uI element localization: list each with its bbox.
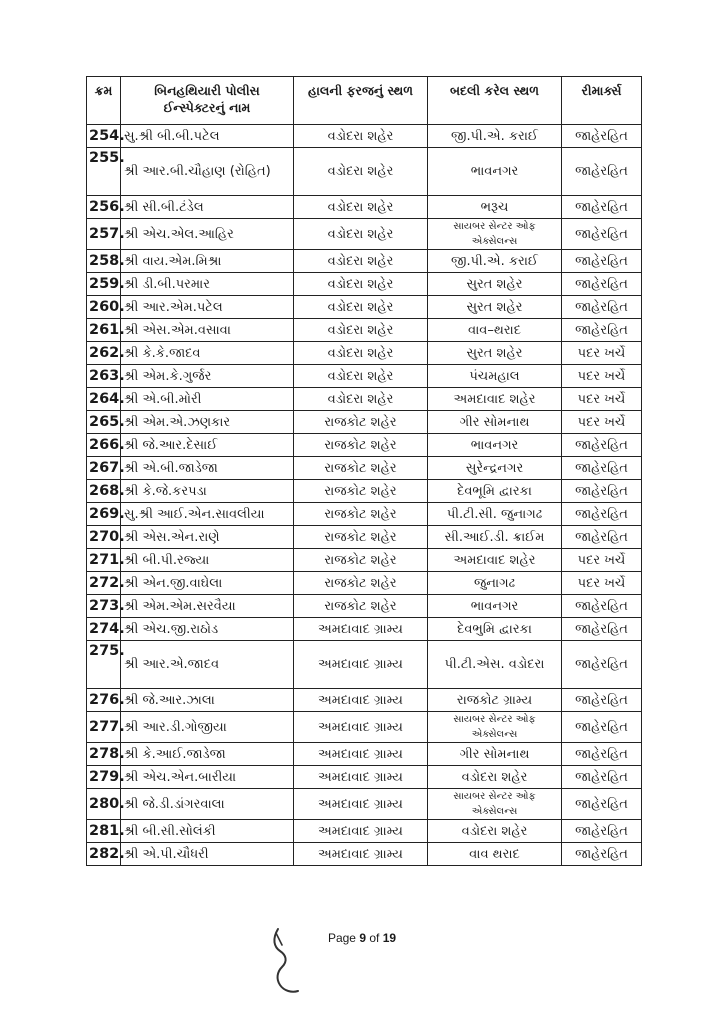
transfer-place-cell: રાજકોટ ગ્રામ્ય (428, 689, 562, 712)
table-row (87, 365, 642, 388)
table-row (87, 526, 642, 549)
remarks-cell: જાહેરહિત (562, 641, 642, 689)
current-posting-cell: રાજકોટ શહેર (294, 549, 428, 572)
transfer-place-cell: સુરત શહેર (428, 342, 562, 365)
current-posting-cell: વડોદરા શહેર (294, 388, 428, 411)
remarks-cell: પદર ખર્ચે (562, 365, 642, 388)
table-row (87, 250, 642, 273)
page-number: 9 (359, 931, 366, 945)
remarks-cell: જાહેરહિત (562, 595, 642, 618)
table-body (87, 125, 642, 866)
current-posting-cell: અમદાવાદ ગ્રામ્ય (294, 641, 428, 689)
current-posting-cell: રાજકોટ શહેર (294, 595, 428, 618)
current-posting-cell: અમદાવાદ ગ્રામ્ય (294, 712, 428, 743)
transfer-place-cell: ભરૂચ (428, 196, 562, 219)
current-posting-cell: વડોદરા શહેર (294, 342, 428, 365)
remarks-cell: જાહેરહિત (562, 526, 642, 549)
remarks-cell: પદર ખર્ચે (562, 411, 642, 434)
serial-number-cell: 266. (87, 434, 121, 457)
table-row (87, 572, 642, 595)
officer-name-cell: શ્રી એસ.એમ.વસાવા (121, 319, 294, 342)
remarks-cell: પદર ખર્ચે (562, 342, 642, 365)
officer-name-cell: શ્રી જે.આર.દેસાઈ (121, 434, 294, 457)
transfer-place-cell: સાયબર સેન્ટર ઓફ એક્સેલન્સ (428, 712, 562, 743)
serial-number-cell: 275. (87, 641, 121, 689)
table-row (87, 125, 642, 148)
serial-number-cell: 264. (87, 388, 121, 411)
current-posting-cell: વડોદરા શહેર (294, 319, 428, 342)
serial-number-cell: 263. (87, 365, 121, 388)
table-row (87, 319, 642, 342)
transfer-place-cell: સુરત શહેર (428, 273, 562, 296)
remarks-cell: જાહેરહિત (562, 503, 642, 526)
current-posting-cell: વડોદરા શહેર (294, 196, 428, 219)
serial-number-cell: 262. (87, 342, 121, 365)
current-posting-cell: વડોદરા શહેર (294, 125, 428, 148)
transfer-place-cell: ભાવનગર (428, 434, 562, 457)
officer-name-cell: સુ.શ્રી આઈ.એન.સાવલીયા (121, 503, 294, 526)
officer-name-cell: શ્રી સી.બી.ટંડેલ (121, 196, 294, 219)
table-row (87, 743, 642, 766)
serial-number-cell: 259. (87, 273, 121, 296)
page-label: Page (327, 931, 356, 945)
serial-number-cell: 280. (87, 789, 121, 820)
table-header-row (87, 77, 642, 125)
serial-number-cell: 269. (87, 503, 121, 526)
transfer-place-cell: વાવ–થરાદ (428, 319, 562, 342)
of-label: of (369, 931, 380, 945)
officer-name-cell: શ્રી એ.પી.ચૌધરી (121, 843, 294, 866)
current-posting-cell: અમદાવાદ ગ્રામ્ય (294, 766, 428, 789)
table-row (87, 342, 642, 365)
remarks-cell: જાહેરહિત (562, 296, 642, 319)
officer-name-cell: શ્રી એમ.એ.ઝણકાર (121, 411, 294, 434)
current-posting-cell: અમદાવાદ ગ્રામ્ય (294, 743, 428, 766)
transfer-place-cell: જી.પી.એ. કરાઈ (428, 125, 562, 148)
transfer-place-cell: સાયબર સેન્ટર ઓફ એક્સેલન્સ (428, 219, 562, 250)
transfer-place-cell: વાવ થરાદ (428, 843, 562, 866)
officer-name-cell: શ્રી એચ.જી.રાઠોડ (121, 618, 294, 641)
officer-name-cell: શ્રી કે.કે.જાદવ (121, 342, 294, 365)
current-posting-cell: વડોદરા શહેર (294, 365, 428, 388)
serial-number-cell: 256. (87, 196, 121, 219)
serial-number-cell: 279. (87, 766, 121, 789)
remarks-cell: જાહેરહિત (562, 766, 642, 789)
serial-number-cell: 254. (87, 125, 121, 148)
table-row (87, 766, 642, 789)
remarks-cell: જાહેરહિત (562, 618, 642, 641)
officer-name-cell: શ્રી ડી.બી.પરમાર (121, 273, 294, 296)
serial-number-cell: 278. (87, 743, 121, 766)
table-row (87, 843, 642, 866)
table-row (87, 411, 642, 434)
serial-number-cell: 271. (87, 549, 121, 572)
transfer-place-cell: સી.આઈ.ડી. ક્રાઈમ (428, 526, 562, 549)
serial-number-cell: 257. (87, 219, 121, 250)
current-posting-cell: વડોદરા શહેર (294, 250, 428, 273)
transfer-place-cell: વડોદરા શહેર (428, 820, 562, 843)
transfer-place-cell: ભાવનગર (428, 595, 562, 618)
current-posting-cell: રાજકોટ શહેર (294, 572, 428, 595)
table-row (87, 457, 642, 480)
officer-name-cell: શ્રી આર.ડી.ગોજીયા (121, 712, 294, 743)
table-row (87, 712, 642, 743)
officer-name-cell: શ્રી કે.જે.કરપડા (121, 480, 294, 503)
transfer-place-cell: સાયબર સેન્ટર ઓફ એક્સેલન્સ (428, 789, 562, 820)
officer-name-cell: શ્રી જે.આર.ઝાલા (121, 689, 294, 712)
serial-number-cell: 276. (87, 689, 121, 712)
current-posting-cell: રાજકોટ શહેર (294, 411, 428, 434)
serial-number-cell: 272. (87, 572, 121, 595)
table-row (87, 296, 642, 319)
serial-number-cell: 260. (87, 296, 121, 319)
serial-number-cell: 258. (87, 250, 121, 273)
table-row (87, 789, 642, 820)
header-current-posting: હાલની ફરજનું સ્થળ (294, 77, 428, 125)
transfer-place-cell: અમદાવાદ શહેર (428, 388, 562, 411)
total-pages: 19 (382, 931, 397, 945)
serial-number-cell: 270. (87, 526, 121, 549)
officer-name-cell: શ્રી એસ.એન.રાણે (121, 526, 294, 549)
officer-name-cell: શ્રી એ.બી.મોરી (121, 388, 294, 411)
header-name: બિનહથિયારી પોલીસ ઈન્સ્પેક્ટરનું નામ (121, 77, 294, 125)
transfer-place-cell: દેવભૂમિ દ્વારકા (428, 480, 562, 503)
officer-name-cell: શ્રી બી.પી.રજ્યા (121, 549, 294, 572)
serial-number-cell: 282. (87, 843, 121, 866)
header-transfer-place: બદલી કરેલ સ્થળ (428, 77, 562, 125)
transfer-place-cell: સુરત શહેર (428, 296, 562, 319)
remarks-cell: જાહેરહિત (562, 219, 642, 250)
table-row (87, 219, 642, 250)
transfer-place-cell: સુરેન્દ્રનગર (428, 457, 562, 480)
officer-name-cell: શ્રી જે.ડી.ડાંગરવાલા (121, 789, 294, 820)
remarks-cell: જાહેરહિત (562, 789, 642, 820)
remarks-cell: જાહેરહિત (562, 480, 642, 503)
table-row (87, 689, 642, 712)
transfer-place-cell: પી.ટી.સી. જુનાગઢ (428, 503, 562, 526)
remarks-cell: જાહેરહિત (562, 250, 642, 273)
serial-number-cell: 261. (87, 319, 121, 342)
table-row (87, 434, 642, 457)
current-posting-cell: રાજકોટ શહેર (294, 434, 428, 457)
officer-name-cell: શ્રી એન.જી.વાઘેલા (121, 572, 294, 595)
remarks-cell: જાહેરહિત (562, 743, 642, 766)
current-posting-cell: અમદાવાદ ગ્રામ્ય (294, 689, 428, 712)
table-row (87, 618, 642, 641)
transfer-place-cell: પંચમહાલ (428, 365, 562, 388)
table-row (87, 503, 642, 526)
header-remarks: રીમાર્ક્સ (562, 77, 642, 125)
remarks-cell: જાહેરહિત (562, 843, 642, 866)
table-row (87, 820, 642, 843)
remarks-cell: જાહેરહિત (562, 820, 642, 843)
officer-name-cell: શ્રી એમ.એમ.સરવૈયા (121, 595, 294, 618)
transfer-place-cell: ગીર સોમનાથ (428, 743, 562, 766)
current-posting-cell: રાજકોટ શહેર (294, 503, 428, 526)
table-row (87, 196, 642, 219)
remarks-cell: જાહેરહિત (562, 457, 642, 480)
officer-name-cell: શ્રી એ.બી.જાડેજા (121, 457, 294, 480)
remarks-cell: જાહેરહિત (562, 273, 642, 296)
table-row (87, 273, 642, 296)
current-posting-cell: વડોદરા શહેર (294, 273, 428, 296)
remarks-cell: પદર ખર્ચે (562, 388, 642, 411)
current-posting-cell: વડોદરા શહેર (294, 148, 428, 196)
current-posting-cell: અમદાવાદ ગ્રામ્ય (294, 820, 428, 843)
officer-name-cell: શ્રી આર.એ.જાદવ (121, 641, 294, 689)
serial-number-cell: 265. (87, 411, 121, 434)
remarks-cell: જાહેરહિત (562, 148, 642, 196)
officer-name-cell: સુ.શ્રી બી.બી.પટેલ (121, 125, 294, 148)
current-posting-cell: અમદાવાદ ગ્રામ્ય (294, 789, 428, 820)
table-row (87, 595, 642, 618)
signature-mark (268, 925, 302, 997)
officer-name-cell: શ્રી બી.સી.સોલંકી (121, 820, 294, 843)
officer-name-cell: શ્રી એચ.એલ.આહિર (121, 219, 294, 250)
header-serial: ક્રમ (87, 77, 121, 125)
transfer-place-cell: અમદાવાદ શહેર (428, 549, 562, 572)
remarks-cell: જાહેરહિત (562, 712, 642, 743)
officer-name-cell: શ્રી આર.એમ.પટેલ (121, 296, 294, 319)
remarks-cell: જાહેરહિત (562, 319, 642, 342)
table-row (87, 388, 642, 411)
current-posting-cell: અમદાવાદ ગ્રામ્ય (294, 843, 428, 866)
serial-number-cell: 281. (87, 820, 121, 843)
remarks-cell: પદર ખર્ચે (562, 549, 642, 572)
current-posting-cell: રાજકોટ શહેર (294, 480, 428, 503)
current-posting-cell: વડોદરા શહેર (294, 219, 428, 250)
serial-number-cell: 267. (87, 457, 121, 480)
table-row (87, 641, 642, 689)
transfer-place-cell: જુનાગઢ (428, 572, 562, 595)
officer-name-cell: શ્રી એમ.કે.ગુર્જર (121, 365, 294, 388)
transfer-place-cell: વડોદરા શહેર (428, 766, 562, 789)
transfer-place-cell: દેવભુમિ દ્વારકા (428, 618, 562, 641)
table-row (87, 148, 642, 196)
remarks-cell: જાહેરહિત (562, 196, 642, 219)
table-row (87, 480, 642, 503)
table-row (87, 549, 642, 572)
remarks-cell: જાહેરહિત (562, 125, 642, 148)
current-posting-cell: વડોદરા શહેર (294, 296, 428, 319)
current-posting-cell: અમદાવાદ ગ્રામ્ય (294, 618, 428, 641)
remarks-cell: જાહેરહિત (562, 689, 642, 712)
page-footer (0, 931, 724, 945)
remarks-cell: પદર ખર્ચે (562, 572, 642, 595)
current-posting-cell: રાજકોટ શહેર (294, 526, 428, 549)
officer-name-cell: શ્રી આર.બી.ચૌહાણ (રોહિત) (121, 148, 294, 196)
serial-number-cell: 255. (87, 148, 121, 196)
transfer-place-cell: જી.પી.એ. કરાઈ (428, 250, 562, 273)
transfer-table (86, 76, 642, 866)
officer-name-cell: શ્રી એચ.એન.બારીયા (121, 766, 294, 789)
remarks-cell: જાહેરહિત (562, 434, 642, 457)
officer-name-cell: શ્રી કે.આઈ.જાડેજા (121, 743, 294, 766)
transfer-place-cell: ગીર સોમનાથ (428, 411, 562, 434)
serial-number-cell: 273. (87, 595, 121, 618)
transfer-place-cell: પી.ટી.એસ. વડોદરા (428, 641, 562, 689)
serial-number-cell: 268. (87, 480, 121, 503)
serial-number-cell: 277. (87, 712, 121, 743)
serial-number-cell: 274. (87, 618, 121, 641)
transfer-place-cell: ભાવનગર (428, 148, 562, 196)
current-posting-cell: રાજકોટ શહેર (294, 457, 428, 480)
officer-name-cell: શ્રી વાય.એમ.મિશ્રા (121, 250, 294, 273)
